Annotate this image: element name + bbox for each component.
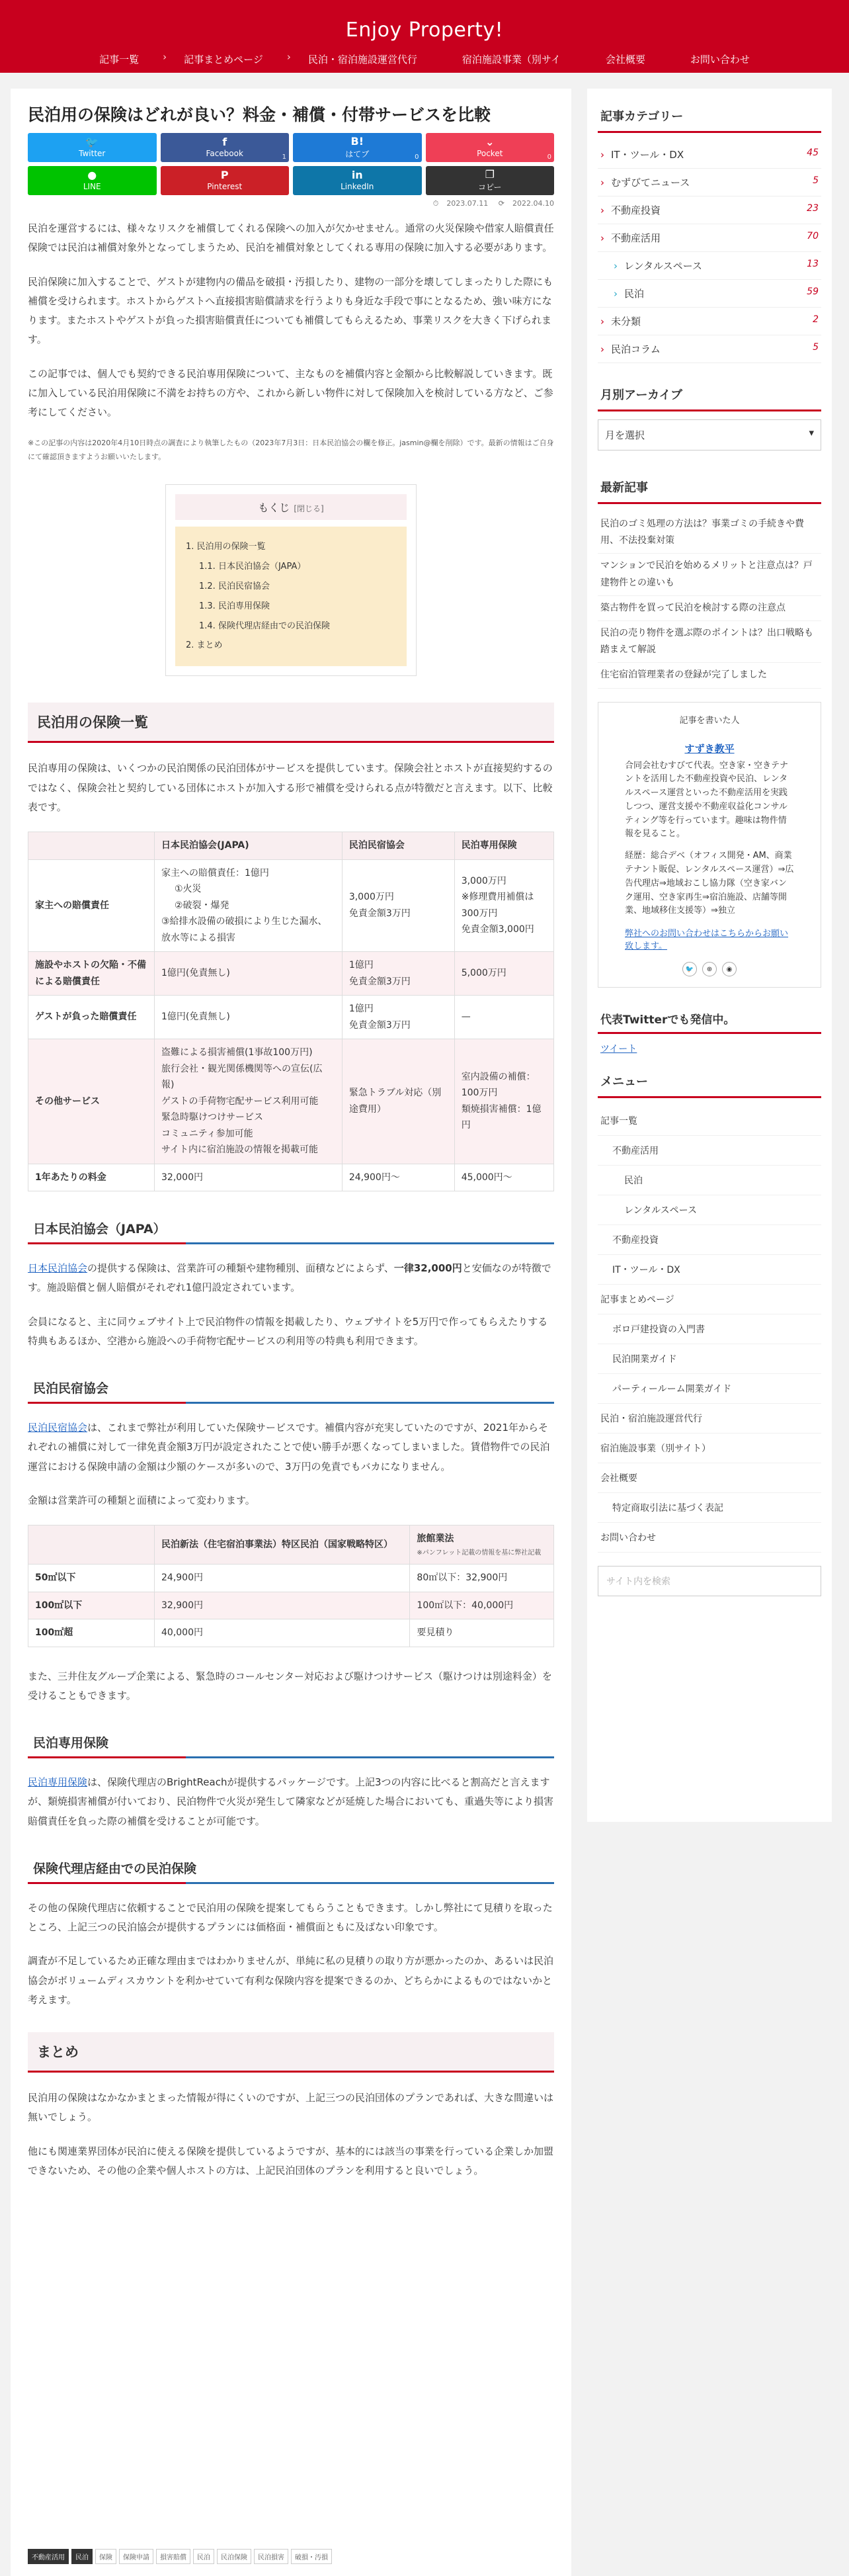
published-date: 2023.07.11 [446, 199, 489, 208]
tag-item[interactable]: 民泊保険 [217, 2549, 251, 2564]
table-cell: 50㎡以下 [28, 1565, 155, 1592]
archive-title: 月別アーカイブ [598, 382, 821, 411]
share-hatebu-button[interactable] [293, 133, 422, 162]
toc-item[interactable]: 1.3. 民泊専用保険 [199, 601, 270, 611]
menu-item[interactable]: 民泊 [598, 1166, 821, 1195]
intro-paragraph: 民泊を運営するには、様々なリスクを補償してくれる保険への加入が欠かせません。通常の火災保険や借家人賠償責任保険では民泊は補償対象外となってしまうため、民泊を補償対象としてくれる専用の保険に加入する必要があります。 [28, 222, 554, 254]
menu-item[interactable]: IT・ツール・DX [598, 1255, 821, 1285]
author-career: 経歴：総合デベ（オフィス開発・AM、商業テナント販促、レンタルスペース運営）⇒広告代理店⇒地域おこし協力隊（空き家バンク運用、空き家再生⇒宿泊施設、店舗等開業、地域移住支援等）⇒独立 [625, 851, 794, 916]
cell-line: 45,000円〜 [461, 1172, 512, 1183]
table-header [28, 832, 155, 860]
tag-item[interactable]: 保険申請 [119, 2549, 153, 2564]
section-text: 民泊専用の保険は、いくつかの民泊関係の民泊団体がサービスを提供しています。保険会社とホストが直接契約するのではなく、保険会社と契約している団体にホストが加入する形で補償を受けられる点が特徴だと言えます。以下、比較表です。 [28, 762, 553, 813]
cell-line: 32,000円 [161, 1172, 203, 1183]
row-label: 施設やホストの欠陥・不備による賠償責任 [28, 952, 155, 996]
minshuku-text-part: は、これまで弊社が利用していた保険サービスです。補償内容が充実していたのですが、2021年からそれぞれの補償に対して一律免責金額3万円が設定されたことで使い勝手が悪くなってしまいました。賃借物件での民泊運営における保険申請の金額は少額のケースが多いので、3万円の免責でもバカになりません。 [28, 1422, 550, 1473]
article-main [11, 89, 571, 2576]
share-label: LINE [83, 182, 101, 191]
cell-line: 盗難による損害補償(1事故100万円) [161, 1047, 313, 1058]
category-label: › 不動産活用 [600, 231, 661, 245]
table-cell: 40,000円 [155, 1619, 410, 1647]
senyo-text [28, 1773, 554, 1831]
twitter-icon[interactable]: 🐦 [682, 962, 697, 976]
agency-text: その他の保険代理店に依頼することで民泊用の保険を提案してもらうこともできます。しかし弊社にて見積りを取ったところ、上記三つの民泊協会が提供するプランには価格面・補償面ともに及ばない印象です。 [28, 1901, 553, 1934]
pinterest-icon: P [220, 169, 229, 181]
summary-text: 民泊用の保険はなかなかまとまった情報が得にくいのですが、上記三つの民泊団体のプランであれば、大きな間違いは無いでしょう。 [28, 2092, 554, 2124]
menu-item[interactable]: お問い合わせ [598, 1523, 821, 1553]
category-label: › 未分類 [600, 314, 641, 328]
cell-line: 1億円(免責無し) [161, 1011, 230, 1023]
section-heading: 民泊用の保険一覧 [28, 703, 554, 743]
category-count: 2 [813, 314, 819, 325]
site-title[interactable]: Enjoy Property! [345, 19, 504, 42]
table-cell [454, 996, 553, 1039]
comparison-table [28, 832, 554, 1191]
cell-line: 3,000万円 [348, 892, 394, 903]
toc-item[interactable]: 1.4. 保険代理店経由での民泊保険 [199, 621, 330, 631]
linkedin-icon: in [351, 169, 363, 181]
recent-posts [598, 512, 821, 689]
copy-icon: ❐ [485, 167, 495, 181]
cell-line: サイト内に宿泊施設の情報を掲載可能 [161, 1144, 319, 1156]
cell-line: 免責金額3,000円 [461, 924, 534, 935]
nav-item[interactable]: 記事一覧 › [77, 52, 161, 66]
category-count: 59 [807, 286, 819, 297]
category-item[interactable] [598, 169, 821, 196]
menu-item[interactable]: 記事一覧 [598, 1106, 821, 1136]
cell-line: 3,000万円 [461, 875, 506, 886]
menu-item[interactable]: 宿泊施設事業（別サイト） [598, 1434, 821, 1463]
table-cell: 100㎡以下：40,000円 [410, 1592, 554, 1619]
category-count: 23 [807, 203, 819, 214]
nav-item[interactable]: 民泊・宿泊施設運営代行 [307, 54, 417, 65]
share-label: コピー [477, 182, 502, 192]
published-date-icon: ⏱ [432, 199, 439, 208]
category-item[interactable] [598, 335, 821, 363]
table-cell [342, 1039, 454, 1164]
table-row [28, 1039, 554, 1164]
table-row [28, 1592, 554, 1619]
table-cell [454, 859, 553, 952]
table-cell [155, 1039, 343, 1164]
share-facebook-button[interactable] [161, 133, 290, 162]
table-cell [155, 952, 343, 996]
cell-line: 免責金額3万円 [348, 1019, 411, 1031]
search-input[interactable]: サイト内を検索 [598, 1566, 821, 1596]
updated-date-icon: ⟳ [498, 199, 505, 208]
site-header [0, 0, 849, 73]
category-item[interactable] [598, 308, 821, 335]
updated-date: 2022.04.10 [512, 199, 554, 208]
table-cell: 要見積り [410, 1619, 554, 1647]
table-header: 民泊専用保険 [454, 832, 553, 860]
rss-icon[interactable]: ◉ [722, 962, 737, 976]
cell-line: ※修理費用補償は300万円 [461, 892, 534, 919]
tag-list [28, 2549, 332, 2564]
table-cell [454, 1164, 553, 1191]
tag-item[interactable]: 民泊 [193, 2549, 214, 2564]
table-cell [342, 996, 454, 1039]
table-cell [342, 859, 454, 952]
share-label: Facebook [206, 149, 243, 158]
contact-link[interactable]: 弊社へのお問い合わせはこちらからお願い致します。 [625, 929, 789, 952]
recent-post-link[interactable]: 住宅宿泊管理業者の登録が完了しました [598, 663, 821, 688]
row-label: 家主への賠償責任 [28, 859, 155, 952]
disclaimer-note: ※この記事の内容は2020年4月10日時点の調査により執筆したもの（2023年7月3日：日本民泊協会の欄を修正。jasmin@欄を削除）です。最新の情報はご自身にて確認頂きますようお願いいたします。 [28, 439, 554, 462]
toc-title [175, 494, 407, 520]
category-count: 45 [807, 148, 819, 158]
share-label: はてブ [345, 149, 370, 159]
minshuku-text [28, 1418, 554, 1477]
cell-line: ③給排水設備の破損により生じた漏水、放水等による損害 [161, 916, 327, 943]
category-label: › レンタルスペース [614, 259, 702, 273]
archive-select[interactable]: 月を選択 ▾ [598, 419, 821, 451]
minshuku-after: また、三井住友グループ企業による、緊急時のコールセンター対応および駆けつけサービス（駆けつけは別途料金）を受けることもできます。 [28, 1670, 552, 1701]
menu-item[interactable]: パーティールーム開業ガイド [598, 1374, 821, 1404]
table-cell [342, 952, 454, 996]
twitter-icon: 🐦 [85, 136, 99, 148]
nav-item[interactable]: 記事まとめページ › [161, 52, 286, 66]
tag-item[interactable]: 保険 [95, 2549, 116, 2564]
share-buttons [28, 133, 554, 195]
category-label: › 不動産投資 [600, 203, 661, 217]
toc-item[interactable]: 1. 民泊用の保険一覧 [186, 542, 266, 552]
menu-title: メニュー [598, 1068, 821, 1098]
japa-text [28, 1259, 554, 1298]
tag-item[interactable]: 破損・汚損 [291, 2549, 332, 2564]
share-pocket-button[interactable] [426, 133, 555, 162]
author-heading: 記事を書いた人 [679, 715, 740, 726]
subsection-heading: 民泊専用保険 [28, 1728, 554, 1758]
tag-item[interactable]: 民泊損害 [254, 2549, 288, 2564]
summary-text: 他にも関連業界団体が民泊に使える保険を提供しているようですが、基本的には該当の事業を行っている企業しか加盟できないため、その他の企業や個人ホストの方は、上記民泊団体のプランを利用すると良いでしょう。 [28, 2145, 554, 2176]
tag-item[interactable]: 民泊 [71, 2549, 93, 2564]
categories-title: 記事カテゴリー [598, 103, 821, 133]
toc-item[interactable]: 2. まとめ [186, 640, 223, 651]
agency-text: 調査が不足しているため正確な理由まではわかりませんが、単純に私の見積りの取り方が悪かったのか、あるいは民泊協会がボリュームディスカウントを利かせていて有利な保険内容を提案できるのか、どちらかによるものではないかと考えます。 [28, 1955, 554, 2006]
cell-line: 1億円(免責無し) [161, 968, 230, 979]
row-label: 1年あたりの料金 [28, 1164, 155, 1191]
nav-item[interactable]: 宿泊施設事業（別サイ [462, 54, 561, 65]
category-list [598, 141, 821, 363]
table-of-contents [165, 484, 417, 676]
table-cell [155, 996, 343, 1039]
category-label: › IT・ツール・DX [600, 148, 684, 161]
cell-line: 家主への賠償責任：1億円 [161, 867, 269, 879]
table-cell [342, 1164, 454, 1191]
table-header [28, 1525, 155, 1565]
cell-line: 旅行会社・観光関係機関等への宣伝(広報) [161, 1063, 323, 1091]
toc-item[interactable]: 1.2. 民泊民宿協会 [199, 581, 270, 591]
minshuku-text2: 金額は営業許可の種類と面積によって変わります。 [28, 1494, 255, 1506]
recent-post-link[interactable]: 築古物件を買って民泊を検討する際の注意点 [598, 596, 821, 621]
menu-item[interactable]: 不動産投資 [598, 1225, 821, 1255]
author-socials [609, 962, 810, 976]
subsection-heading: 日本民泊協会（JAPA） [28, 1214, 554, 1244]
table-header: 民泊民宿協会 [342, 832, 454, 860]
share-twitter-button[interactable] [28, 133, 157, 162]
toc-title-text: もくじ [258, 501, 290, 515]
category-label: › 民泊 [614, 286, 644, 300]
global-nav [0, 52, 849, 66]
menu-item[interactable]: 会社概要 [598, 1463, 821, 1493]
sidebar-menu [598, 1106, 821, 1553]
subsection-heading: 民泊民宿協会 [28, 1373, 554, 1404]
article-dates [28, 199, 554, 208]
category-item[interactable] [598, 224, 821, 252]
header-text: 旅館業法 [417, 1533, 454, 1545]
header-note: ※パンフレット記載の情報を基に弊社記載 [417, 1549, 542, 1557]
recent-post-link[interactable]: マンションで民泊を始めるメリットと注意点は？戸建物件との違いも [598, 554, 821, 595]
cell-line: ②破裂・爆発 [175, 900, 229, 911]
website-icon[interactable]: ⊕ [702, 962, 717, 976]
article-title: 民泊用の保険はどれが良い？料金・補償・付帯サービスを比較 [28, 105, 491, 124]
author-bio: 合同会社むすびて代表。空き家・空きテナントを活用した不動産投資や民泊、レンタルスペース運営といった不動産活用を実践しつつ、運営支援や不動産収益化コンサルティング等を行っています。趣味は物件情報を見ること。 [625, 760, 789, 839]
recent-post-link[interactable]: 民泊のゴミ処理の方法は？事業ゴミの手続きや費用、不法投棄対策 [598, 512, 821, 554]
share-count: 1 [282, 153, 286, 161]
table-cell: 100㎡以下 [28, 1592, 155, 1619]
toc-item[interactable]: 1.1. 日本民泊協会（JAPA） [199, 561, 306, 572]
twitter-widget-title: 代表Twitterでも発信中。 [598, 1005, 821, 1034]
table-cell: 100㎡超 [28, 1619, 155, 1647]
share-copy-button[interactable] [426, 166, 555, 195]
toc-list [175, 527, 407, 666]
table-row [28, 1164, 554, 1191]
category-count: 5 [813, 175, 819, 186]
cell-line: 緊急トラブル対応（別途費用） [348, 1088, 442, 1115]
table-row [28, 952, 554, 996]
price-table [28, 1525, 554, 1647]
cell-line: 類焼損害補償：1億円 [461, 1103, 542, 1131]
tweet-link[interactable]: ツイート [600, 1044, 637, 1055]
table-cell: 80㎡以下：32,900円 [410, 1565, 554, 1592]
cell-line: コミュニティ参加可能 [161, 1128, 253, 1139]
author-name[interactable]: すずき教平 [684, 742, 735, 755]
table-cell [454, 952, 553, 996]
category-label: › むずびてニュース [600, 175, 690, 189]
share-label: Twitter [79, 149, 106, 158]
section-heading: まとめ [28, 2032, 554, 2073]
japa-text-part: と安価なのが特徴です。施設賠償と個人賠償がそれぞれ1億円設定されています。 [28, 1262, 551, 1294]
intro-paragraph: 民泊保険に加入することで、ゲストが建物内の備品を破損・汚損したり、建物の一部分を壊してしまったりした際にも補償を受けられます。ホストからゲストへ直接損害賠償請求を行うよりも身近な手段で事にとなるため、強い味方になります。またホストやゲストが負った損害賠償責任についても補償してもらえるため、事業リスクを大きく下げられます。 [28, 275, 553, 346]
cell-line: ゲストの手荷物宅配サービス利用可能 [161, 1095, 319, 1107]
recent-title: 最新記事 [598, 474, 821, 504]
sidebar [587, 89, 832, 1822]
table-cell: 24,900円 [155, 1565, 410, 1592]
table-row [28, 1619, 554, 1647]
category-item[interactable] [598, 280, 821, 308]
intro-paragraph: この記事では、個人でも契約できる民泊専用保険について、主なものを補償内容と金額から比較解説していきます。既に加入している民泊用保険に不満をお持ちの方や、これから新しい物件に対して保険加入を検討している方など、ご参考にしてください。 [28, 367, 553, 418]
share-label: LinkedIn [341, 182, 374, 191]
nav-item[interactable]: 会社概要 [605, 54, 645, 65]
category-count: 70 [807, 231, 819, 241]
line-icon: ● [87, 169, 97, 181]
category-count: 13 [807, 259, 819, 269]
facebook-icon: f [222, 136, 227, 148]
japa-link[interactable]: 日本民泊協会 [28, 1262, 88, 1275]
category-item[interactable] [598, 252, 821, 280]
menu-item[interactable]: 不動産活用 [598, 1136, 821, 1166]
menu-item[interactable]: 記事まとめページ [598, 1285, 821, 1314]
senyo-text-part: は、保険代理店のBrightReachが提供するパッケージです。上記3つの内容に比べると割高だと言えますが、類焼損害補償が付いており、民泊物件で火災が発生して隣家などが延焼した場合においても、重過失等により損害賠償責任を負った際の補償を受けることが可能です。 [28, 1776, 554, 1827]
share-count: 0 [415, 153, 419, 161]
recent-post-link[interactable]: 民泊の売り物件を選ぶ際のポイントは？出口戦略も踏まえて解説 [598, 621, 821, 663]
table-cell [454, 1039, 553, 1164]
nav-item[interactable]: お問い合わせ [690, 54, 750, 65]
pocket-icon: ⌄ [485, 136, 495, 148]
tag-item[interactable]: 不動産活用 [28, 2549, 69, 2564]
menu-item[interactable]: 特定商取引法に基づく表記 [598, 1493, 821, 1523]
cell-line: 免責金額3万円 [348, 976, 411, 987]
share-pinterest-button[interactable] [161, 166, 290, 195]
toc-toggle[interactable]: [閉じる] [294, 504, 324, 514]
cell-line: 緊急時駆けつけサービス [161, 1112, 263, 1123]
japa-price-strong: 一律32,000円 [393, 1262, 462, 1275]
row-label: ゲストが負った賠償責任 [28, 996, 155, 1039]
menu-item[interactable]: 民泊・宿泊施設運営代行 [598, 1404, 821, 1434]
table-cell: 32,900円 [155, 1592, 410, 1619]
cell-line: 免責金額3万円 [348, 908, 411, 919]
cell-line: ①火災 [175, 884, 202, 895]
table-header [155, 1525, 410, 1565]
share-line-button[interactable] [28, 166, 157, 195]
table-cell [155, 1164, 343, 1191]
row-label: その他サービス [28, 1039, 155, 1164]
share-count: 0 [547, 153, 551, 161]
japa-text2: 会員になると、主に同ウェブサイト上で民泊物件の情報を掲載したり、ウェブサイトを5万円で作ってもらえたりする特典もあるほか、空港から施設への手荷物宅配サービスの利用等の特典も利用できます。 [28, 1315, 548, 1347]
japa-text-part: の提供する保険は、営業許可の種類や建物種別、面積などによらず、 [87, 1262, 394, 1275]
category-item[interactable] [598, 196, 821, 224]
subsection-heading: 保険代理店経由での民泊保険 [28, 1854, 554, 1884]
table-row [28, 859, 554, 952]
category-label: › 民泊コラム [600, 342, 661, 356]
tag-item[interactable]: 損害賠償 [156, 2549, 190, 2564]
senyo-link[interactable]: 民泊専用保険 [28, 1776, 88, 1789]
share-label: Pinterest [207, 182, 243, 191]
menu-item[interactable]: レンタルスペース [598, 1195, 821, 1225]
cell-line: 24,900円〜 [348, 1172, 400, 1183]
cell-line: 1億円 [348, 960, 374, 971]
table-row [28, 1565, 554, 1592]
cell-line: 室内設備の補償：100万円 [461, 1071, 536, 1099]
category-count: 5 [813, 342, 819, 353]
table-cell [155, 859, 343, 952]
table-header [410, 1525, 554, 1565]
share-linkedin-button[interactable] [293, 166, 422, 195]
header-text: 民泊新法（住宅宿泊事業法）特区民泊（国家戦略特区） [161, 1539, 393, 1550]
table-header: 日本民泊協会(JAPA) [155, 832, 343, 860]
category-item[interactable] [598, 141, 821, 169]
cell-line: 5,000万円 [461, 968, 506, 979]
table-row [28, 996, 554, 1039]
share-label: Pocket [477, 149, 503, 158]
author-box [598, 702, 821, 988]
hatebu-icon: B! [350, 134, 364, 148]
cell-line: 1億円 [348, 1004, 374, 1015]
menu-item[interactable]: 民泊開業ガイド [598, 1344, 821, 1374]
minshuku-link[interactable]: 民泊民宿協会 [28, 1422, 88, 1434]
menu-item[interactable]: ボロ戸建投資の入門書 [598, 1314, 821, 1344]
cell-line: — [461, 1011, 471, 1023]
